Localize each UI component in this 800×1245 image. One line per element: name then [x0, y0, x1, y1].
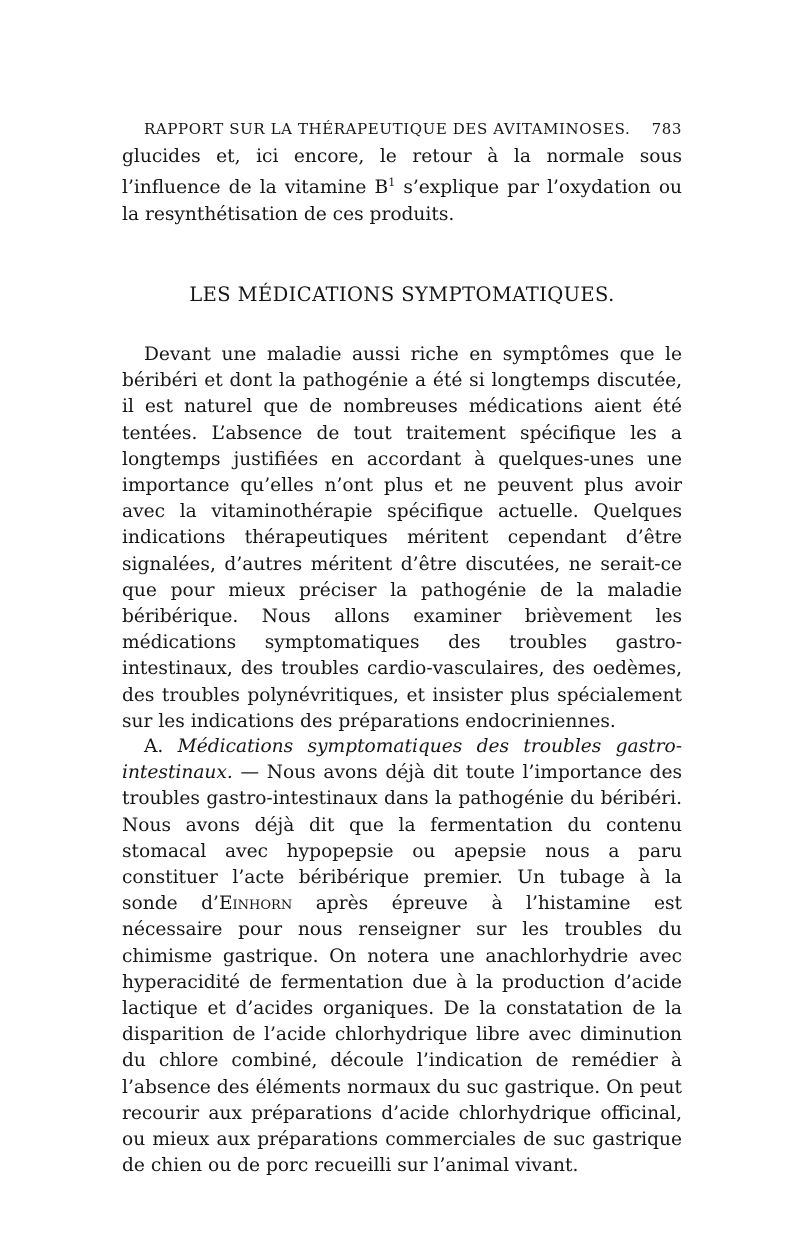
intro-text-1: glucides et, ici encore, le retour à la normale sous l’influence de la vitamine B	[122, 146, 682, 199]
page-number: 783	[651, 120, 682, 138]
author-name: Einhorn	[218, 893, 293, 915]
subsection-a	[122, 734, 682, 1179]
running-head-title: RAPPORT SUR LA THÉRAPEUTIQUE DES AVITAMINOSES.	[144, 120, 631, 138]
subsection-text-before: Nous avons déjà dit toute l’importance des troubles gastro-intestinaux dans la pathogénie du béribéri. Nous avons déjà dit que la fermentation du contenu stomacal avec hypopepsie ou apepsie nous a paru constituer l’acte béribérique premier. Un tubage à la sonde d’	[122, 762, 682, 915]
subsection-title: Médications symptomatiques des troubles gastro-intestinaux.	[122, 736, 682, 784]
subsection-letter: A.	[144, 736, 164, 757]
intro-text-2: s’explique par l’oxydation ou la resynthétisation de ces produits.	[122, 177, 682, 225]
main-paragraph-text: Devant une maladie aussi riche en symptômes que le béribéri et dont la pathogénie a été si longtemps discutée, il est naturel que de nombreuses médications aient été tentées. L’absence de tout traitement spécifique les a longtemps justifiées en accordant à quelques-unes une importance qu’elles n’ont plus et ne peuvent plus avoir avec la vitaminothérapie spécifique actuelle. Quelques indications thérapeutiques méritent cependant d’être signalées, d’autres méritent d’être discutées, ne serait-ce que pour mieux préciser la pathogénie de la maladie béribérique. Nous allons examiner brièvement les médications symptomatiques des troubles gastro-intestinaux, des troubles cardio-vasculaires, des oedèmes, des troubles polynévritiques, et insister plus spécialement sur les indications des préparations endocriniennes.	[122, 344, 682, 732]
vitamin-superscript: 1	[388, 176, 396, 190]
section-heading: LES MÉDICATIONS SYMPTOMATIQUES.	[189, 283, 615, 306]
subsection-dash: —	[232, 762, 267, 784]
intro-paragraph	[122, 144, 682, 228]
running-head	[144, 118, 682, 140]
main-paragraph	[122, 342, 682, 735]
subsection-text-after: après épreuve à l’histamine est nécessaire pour nous renseigner sur les troubles du chimisme gastrique. On notera une anachlorhydrie avec hyperacidité de fermentation due à la production d’acide lactique et d’acides organiques. De la constatation de la disparition de l’acide chlorhydrique libre avec diminution du chlore combiné, découle l’indication de remédier à l’absence des éléments normaux du suc gastrique. On peut recourir aux préparations d’acide chlorhydrique officinal, ou mieux aux préparations commerciales de suc gastrique de chien ou de porc recueilli sur l’animal vivant.	[122, 893, 683, 1177]
